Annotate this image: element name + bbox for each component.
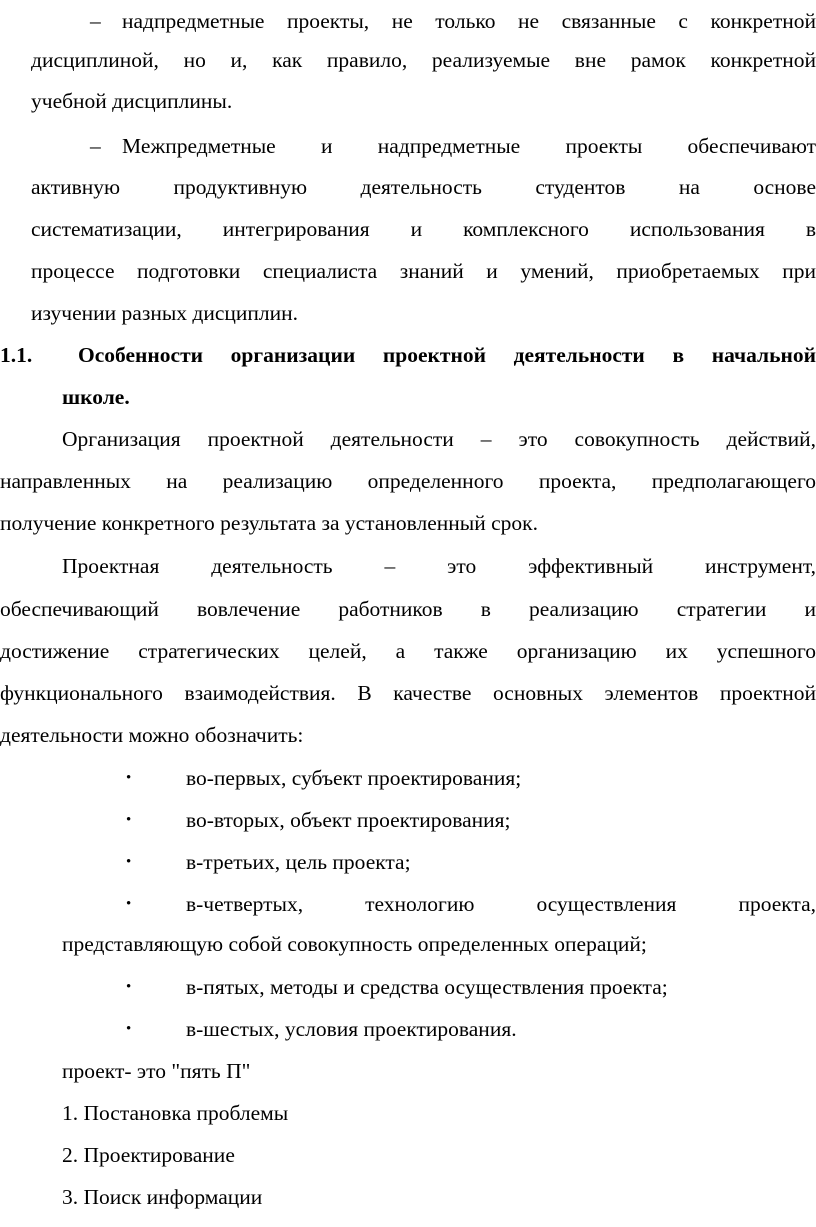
paragraph-line: достижение стратегических целей, а также организацию их успешного (0, 639, 816, 663)
dash-marker: – (90, 9, 101, 33)
bullet-marker: • (126, 979, 132, 995)
text-line: надпредметные проекты, не только не связанные с конкретной (122, 9, 816, 33)
heading-text: Особенности организации проектной деятельности в начальной (78, 343, 816, 367)
five-p-intro: проект- это "пять П" (62, 1059, 251, 1083)
text-line: активную продуктивную деятельность студентов на основе (31, 175, 816, 199)
bullet-marker: • (126, 812, 132, 828)
bullet-text: во-вторых, объект проектирования; (186, 808, 511, 832)
text-line: процессе подготовки специалиста знаний и умений, приобретаемых при (31, 259, 816, 283)
paragraph-line: деятельности можно обозначить: (0, 723, 304, 747)
bullet-item (0, 889, 816, 919)
bullet-marker: • (126, 854, 132, 870)
bullet-item (0, 763, 816, 793)
bullet-item (0, 805, 816, 835)
bullet-text: в-пятых, методы и средства осуществления проекта; (186, 975, 668, 999)
bullet-text-continuation: представляющую собой совокупность определенных операций; (62, 932, 647, 956)
bullet-item (0, 847, 816, 877)
dash-list-item (0, 131, 816, 161)
text-line: учебной дисциплины. (31, 89, 233, 113)
heading-number: 1.1. (0, 343, 33, 367)
bullet-text: в-шестых, условия проектирования. (186, 1017, 517, 1041)
paragraph-line: Проектная деятельность – это эффективный инструмент, (62, 554, 816, 578)
bullet-text: в-четвертых, технологию осуществления проекта, (186, 892, 816, 916)
bullet-item (0, 1014, 816, 1044)
paragraph-line: функционального взаимодействия. В качестве основных элементов проектной (0, 681, 816, 705)
text-line: систематизации, интегрирования и комплексного использования в (31, 217, 816, 241)
numbered-item: 1. Постановка проблемы (62, 1101, 289, 1125)
bullet-marker: • (126, 770, 132, 786)
bullet-text: в-третьих, цель проекта; (186, 850, 411, 874)
bullet-marker: • (126, 1021, 132, 1037)
paragraph-line: получение конкретного результата за установленный срок. (0, 511, 538, 535)
text-line: Межпредметные и надпредметные проекты обеспечивают (122, 134, 816, 158)
section-heading (0, 340, 816, 370)
dash-list-item (0, 6, 816, 36)
numbered-item: 2. Проектирование (62, 1143, 235, 1167)
bullet-item (0, 972, 816, 1002)
paragraph-line: обеспечивающий вовлечение работников в реализацию стратегии и (0, 597, 816, 621)
heading-text: школе. (62, 385, 130, 409)
paragraph-line: направленных на реализацию определенного проекта, предполагающего (0, 469, 816, 493)
bullet-text: во-первых, субъект проектирования; (186, 766, 522, 790)
dash-marker: – (90, 134, 101, 158)
text-line: дисциплиной, но и, как правило, реализуемые вне рамок конкретной (31, 48, 816, 72)
paragraph-line: Организация проектной деятельности – это совокупность действий, (62, 427, 816, 451)
text-line: изучении разных дисциплин. (31, 301, 299, 325)
numbered-item: 3. Поиск информации (62, 1185, 263, 1209)
bullet-marker: • (126, 896, 132, 912)
